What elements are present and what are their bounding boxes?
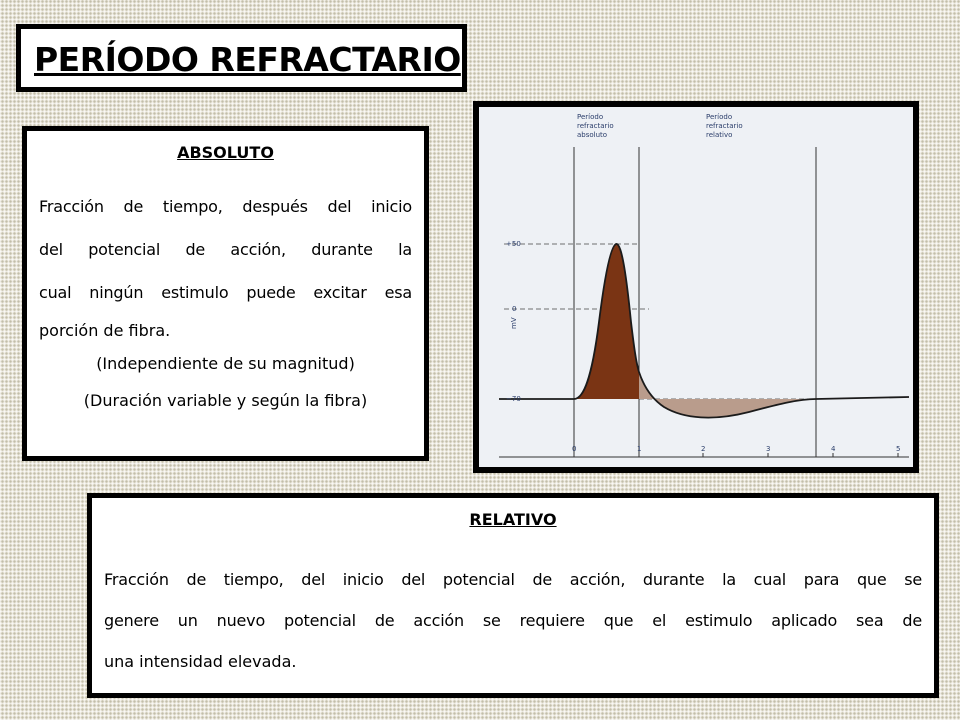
label-relative-line: refractario [706,122,743,130]
x-tick-label: 3 [766,445,771,453]
x-tick-label: 0 [572,445,577,453]
action-potential-graph [479,107,913,467]
absoluto-heading: ABSOLUTO [177,143,274,162]
relativo-line: una intensidad elevada. [104,652,297,671]
label-relative-line: relativo [706,131,733,139]
absoluto-line: del potencial de acción, durante la [39,240,412,259]
relativo-line: genere un nuevo potencial de acción se requiere que el estimulo aplicado sea de [104,611,922,630]
y-axis-label: mV [510,317,518,329]
x-tick-label: 1 [637,445,642,453]
absoluto-line: porción de fibra. [39,321,171,340]
relativo-body [104,559,922,682]
relativo-heading: RELATIVO [469,510,557,529]
page-title: PERÍODO REFRACTARIO [34,40,461,79]
absoluto-line: cual ningún estimulo puede excitar esa [39,283,412,302]
title-box [16,24,467,92]
relativo-box [87,493,939,698]
relative-refractory-fill [639,372,816,418]
y-tick-label: +50 [506,240,521,248]
y-tick-label: −70 [506,395,521,403]
label-absolute-line: Período [577,113,604,121]
absoluto-note-duration: (Duración variable y según la fibra) [83,391,368,410]
label-relative-line: Período [706,113,733,121]
relativo-line: Fracción de tiempo, del inicio del potencial de acción, durante la cual para que se [104,570,922,589]
label-absolute-line: absoluto [577,131,608,139]
y-tick-label: 0 [512,305,517,313]
absoluto-body [39,185,412,423]
absoluto-box [22,126,429,461]
x-tick-label: 5 [896,445,901,453]
absoluto-note-magnitude: (Independiente de su magnitud) [96,354,355,373]
membrane-potential-trace [499,244,909,418]
label-absolute-line: refractario [577,122,614,130]
action-potential-diagram [473,101,919,473]
x-tick-label: 2 [701,445,706,453]
absoluto-line: Fracción de tiempo, después del inicio [39,197,412,216]
absolute-refractory-fill [574,244,639,399]
x-tick-label: 4 [831,445,836,453]
